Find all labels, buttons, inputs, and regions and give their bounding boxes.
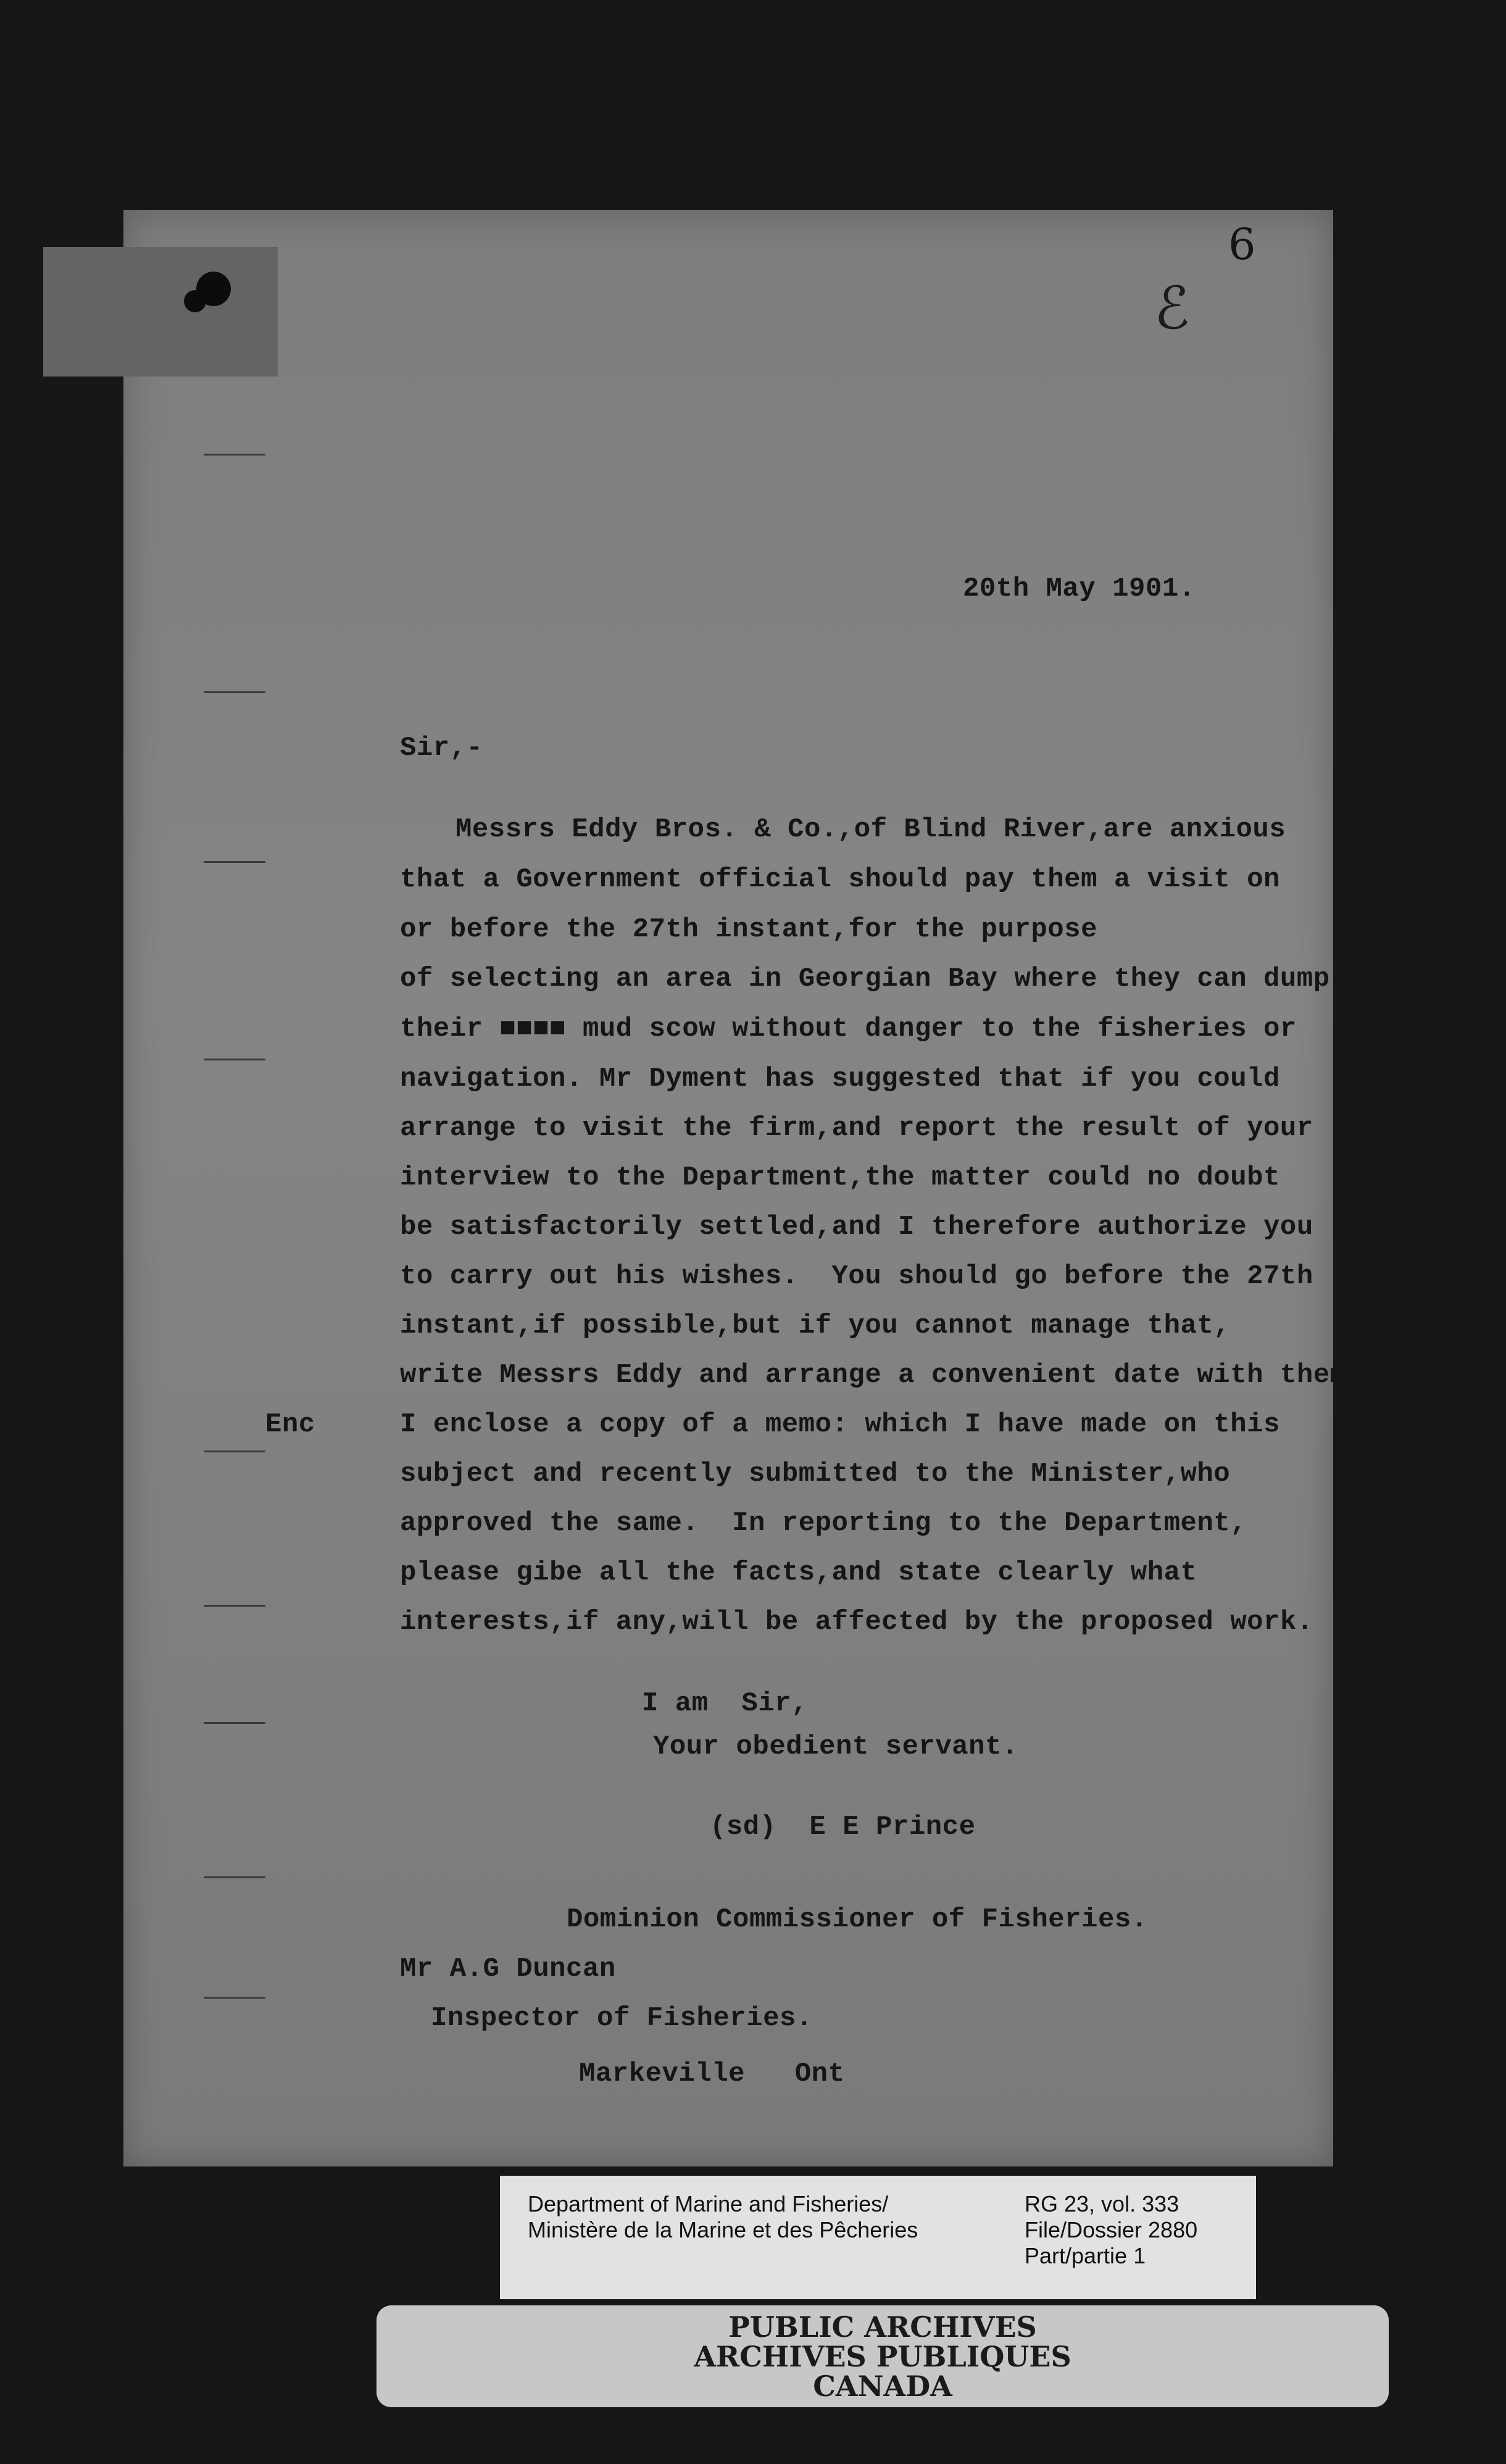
body-line: be satisfactorily settled,and I therefore authorize you: [400, 1212, 1313, 1242]
addressee-name: Mr A.G Duncan: [400, 1954, 616, 1984]
margin-tick: [204, 691, 265, 693]
body-line: Messrs Eddy Bros. & Co.,of Blind River,are anxious: [456, 814, 1286, 845]
body-line: subject and recently submitted to the Minister,who: [400, 1459, 1231, 1489]
addressee-title: Inspector of Fisheries.: [431, 2003, 813, 2034]
body-line: of selecting an area in Georgian Bay where they can dump: [400, 964, 1330, 994]
body-line: their ■■■■ mud scow without danger to the fisheries or: [400, 1013, 1297, 1044]
letter-date: 20th May 1901.: [963, 573, 1196, 604]
body-line: navigation. Mr Dyment has suggested that if you could: [400, 1063, 1280, 1094]
punch-hole: [184, 290, 206, 312]
body-line: arrange to visit the firm,and report the result of your: [400, 1113, 1313, 1144]
department-english: Department of Marine and Fisheries/: [528, 2191, 889, 2216]
salutation: Sir,-: [400, 733, 483, 764]
archive-stamp: [376, 2305, 1389, 2407]
pencil-annotation: ℰ: [1154, 275, 1190, 343]
archive-reference: RG 23, vol. 333: [1025, 2191, 1179, 2216]
closing-line: Your obedient servant.: [653, 1731, 1018, 1762]
stamp-line: PUBLIC ARCHIVES: [728, 2310, 1037, 2344]
margin-tick: [204, 1451, 265, 1452]
body-line: I enclose a copy of a memo: which I have made on this: [400, 1409, 1280, 1440]
body-line: instant,if possible,but if you cannot manage that,: [400, 1310, 1231, 1341]
stamp-line: CANADA: [813, 2370, 952, 2403]
archive-label: [500, 2176, 1256, 2299]
department-french: Ministère de la Marine et des Pêcheries: [528, 2217, 918, 2242]
closing-line: I am Sir,: [642, 1688, 809, 1719]
body-line: please gibe all the facts,and state clearly what: [400, 1557, 1197, 1588]
body-line: or before the 27th instant,for the purpose: [400, 914, 1097, 945]
body-line: write Messrs Eddy and arrange a convenient date with them.: [400, 1360, 1363, 1391]
body-line: that a Government official should pay them a visit on: [400, 864, 1280, 895]
body-line: to carry out his wishes. You should go before the 27th: [400, 1261, 1313, 1292]
page-number: 6: [1228, 219, 1256, 270]
paper-corner-patch: [43, 247, 278, 377]
body-line: interests,if any,will be affected by the proposed work.: [400, 1607, 1313, 1638]
margin-note: Enc: [265, 1409, 315, 1440]
margin-tick: [204, 861, 265, 863]
addressee-place: Markeville Ont: [579, 2058, 845, 2089]
margin-tick: [204, 1997, 265, 1999]
archive-part: Part/partie 1: [1025, 2243, 1146, 2268]
archive-file: File/Dossier 2880: [1025, 2217, 1198, 2242]
margin-tick: [204, 1605, 265, 1607]
signature: (sd) E E Prince: [710, 1812, 976, 1842]
signatory-title: Dominion Commissioner of Fisheries.: [567, 1904, 1148, 1935]
body-line: interview to the Department,the matter could no doubt: [400, 1162, 1280, 1193]
body-line: approved the same. In reporting to the Department,: [400, 1508, 1247, 1539]
stamp-line: ARCHIVES PUBLIQUES: [694, 2340, 1071, 2373]
margin-tick: [204, 1059, 265, 1060]
margin-tick: [204, 1722, 265, 1724]
margin-tick: [204, 454, 265, 456]
margin-tick: [204, 1876, 265, 1878]
